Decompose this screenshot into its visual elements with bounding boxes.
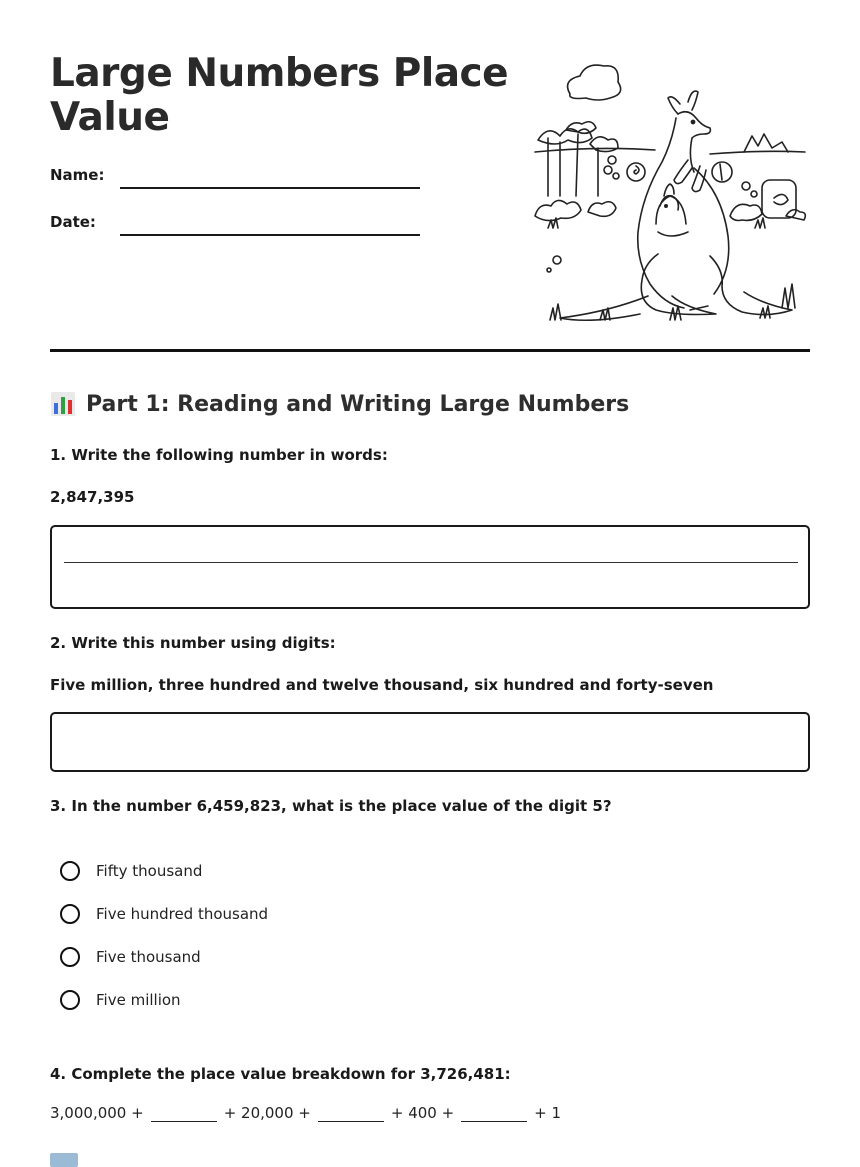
blank-field[interactable] [461, 1107, 527, 1122]
radio-button[interactable] [60, 947, 80, 967]
part1-title: Part 1: Reading and Writing Large Numbers [86, 391, 630, 417]
breakdown-part: 3,000,000 + [50, 1104, 144, 1122]
name-field[interactable] [120, 187, 420, 189]
kangaroo-illustration-icon [530, 56, 810, 328]
breakdown-part: + 1 [534, 1104, 562, 1122]
next-section-icon [50, 1153, 78, 1167]
blank-field[interactable] [318, 1107, 384, 1122]
date-label: Date: [50, 213, 96, 231]
radio-button[interactable] [60, 904, 80, 924]
option-five-hundred-thousand[interactable] [60, 904, 268, 924]
date-field[interactable] [120, 234, 420, 236]
question-1-prompt: 1. Write the following number in words: [50, 446, 388, 464]
option-five-million[interactable] [60, 990, 181, 1010]
question-4-breakdown [50, 1104, 561, 1122]
breakdown-part: + 400 + [390, 1104, 455, 1122]
question-3-prompt: 3. In the number 6,459,823, what is the place value of the digit 5? [50, 797, 612, 815]
option-five-thousand[interactable] [60, 947, 201, 967]
breakdown-part: + 20,000 + [223, 1104, 311, 1122]
question-1-number: 2,847,395 [50, 488, 135, 506]
option-label: Fifty thousand [96, 862, 203, 880]
option-fifty-thousand[interactable] [60, 861, 202, 881]
question-2-prompt: 2. Write this number using digits: [50, 634, 336, 652]
radio-button[interactable] [60, 990, 80, 1010]
bar-chart-icon [50, 391, 76, 417]
question-2-words: Five million, three hundred and twelve thousand, six hundred and forty-seven [50, 676, 714, 694]
option-label: Five thousand [96, 948, 201, 966]
worksheet-title: Large Numbers Place Value [50, 51, 509, 140]
name-label: Name: [50, 166, 105, 184]
option-label: Five hundred thousand [96, 905, 269, 923]
answer-line [64, 562, 798, 563]
header-divider [50, 349, 810, 352]
question-1-answer-box[interactable] [50, 525, 810, 609]
option-label: Five million [96, 991, 181, 1009]
blank-field[interactable] [151, 1107, 217, 1122]
question-4-prompt: 4. Complete the place value breakdown for 3,726,481: [50, 1065, 511, 1083]
radio-button[interactable] [60, 861, 80, 881]
question-2-answer-box[interactable] [50, 712, 810, 772]
part1-heading [50, 388, 629, 420]
